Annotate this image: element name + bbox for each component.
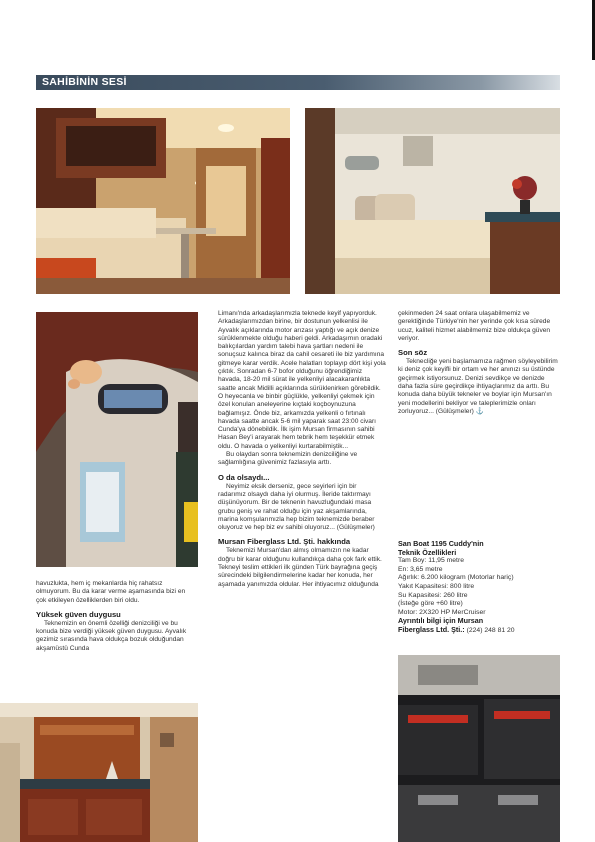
paragraph: Neyimiz eksik derseniz, gece seyirleri için bir radarımız olsaydı daha iyi olurmuş. İleride taktırmayı düşünüyorum. Bir de teknenin havuzluğundaki masa grubu geniş ve rahat olduğu için yaz akşamlarında, marina komşularımızla hep bizim teknemizde beraber oluyoruz ve hep biz ev sahibi oluyoruz... (Gülüşmeler) — [218, 482, 375, 532]
info-phone: (224) 248 81 20 — [466, 626, 515, 634]
spec-title-1: San Boat 1195 Cuddy'nin — [398, 539, 484, 548]
photo-engine — [398, 655, 560, 842]
paragraph: Bu olaydan sonra teknemizin denizciliğine ve sağlamlığına güvenimiz fazlasıyla arttı. — [218, 451, 358, 467]
info-title: Ayrıntılı bilgi için Mursan — [398, 616, 484, 626]
column-3 — [398, 310, 560, 416]
heading-about-mursan: Mursan Fiberglass Ltd. Şti. hakkında — [218, 537, 351, 547]
spec-line: (İsteğe göre +60 litre) — [398, 600, 463, 608]
paragraph: Teknemizin en önemli özelliği denizciliği ve bu konuda bize verdiği yüksek güven duygusu. Ayvalık gezimiz sırasında hava oldukça bozuk olduğundan akşamüstü Cunda — [36, 619, 187, 652]
spec-box — [398, 540, 560, 636]
section-title: SAHİBİNİN SESİ — [42, 76, 127, 88]
spec-line: Tam Boy: 11,95 metre — [398, 557, 464, 565]
photo-storage — [36, 312, 198, 567]
paragraph: çekinmeden 24 saat onlara ulaşabilmemiz ve gerektiğinde Türkiye'nin her yerinde çok kısa sürede ucuz, kaliteli hizmet alabilmemiz bize oldukça güven veriyor. — [398, 310, 551, 342]
heading-high-confidence: Yüksek güven duygusu — [36, 609, 121, 619]
heading-last-word: Son söz — [398, 348, 428, 358]
spec-line: Motor: 2X320 HP MerCruiser — [398, 608, 486, 616]
heading-wish: O da olsaydı... — [218, 472, 270, 482]
paragraph: Limanı'nda arkadaşlarımızla teknede keyif yapıyorduk. Arkadaşlarımızdan birine, bir dostunun yelkenlisi ile Ayvalık açıklarında motor arızası yaptığı ve açık denize sürüklenmekte olduğu haberi geldi. Arkadaşımın oradaki balıkçılardan yardım talebi hava şartları nedeni ile sonuçsuz kalınca biraz da cahil cesareti ile biz yardımına gitmeye karar verdik. Acele halatları toplayıp dört kişi yola çıktık. Sonradan 6-7 bofor olduğunu öğrendiğimiz havada, 18-20 mil sürat ile yelkenliyi alacakaranlıkta saatte ancak Midilli açıklarında sürüklenirken görebildik. O heyecanla ve binbir güçlükle, yelkenliyi çekmek için özel konulan aneleyerine kıçtaki koçboynuzuna bağlamışız. Önde biz, arkamızda yelkenli o fırtınalı havada saatte ancak 5-6 mil yaparak saat 23:00 civarı Cunda'ya dönebildik. İlk işim Mursan firmasının sahibi Hasan Bey'i arayarak hem tebrik hem teşekkür etmek oldu. O havada o yelkenliyi kurtarabilmiştik... — [218, 310, 386, 450]
spec-title-2: Teknik Özellikleri — [398, 547, 457, 557]
column-1 — [36, 580, 196, 653]
info-company: Fiberglass Ltd. Şti.: — [398, 624, 465, 634]
spec-line: Yakıt Kapasitesi: 800 litre — [398, 582, 475, 590]
spec-line: En: 3,65 metre — [398, 565, 443, 573]
photo-galley — [0, 703, 198, 842]
paragraph: havuzlukta, hem iç mekanlarda hiç rahatsız olmuyorum. Bu da karar verme aşamasında bizi en çok etkileyen özelliklerden biri oldu. — [36, 580, 186, 604]
section-banner — [36, 75, 560, 90]
photo-saloon — [36, 108, 290, 294]
spec-line: Ağırlık: 6.200 kilogram (Motorlar hariç) — [398, 574, 514, 582]
paragraph: Teknecliğe yeni başlamamıza rağmen söyleyebilirim ki deniz çok keyifli bir ortam ve her anınızı su üstünde geçirmek istiyorsunuz. Denizi sevdikçe ve denizde daha fazla süre geçirdikçe ihtiyaçlarımız da arttı. Bu konuda daha büyük tekneler ve boylar için Mursan'ın yeni modellerini bekliyor ve taleplerimizle onları zorluyoruz... (Gülüşmeler) ⚓ — [398, 358, 558, 415]
paragraph: Teknemizi Mursan'dan almış olmamızın ne kadar doğru bir karar olduğunu kullandıkça daha çok fark ettik. Tekneyi teslim ettikleri ilk günden Türk bayrağına geçiş sürecindeki bilgilendirmelerine kadar her konuda, her aşamada yanımızda oldular. Her ihtiyacımız olduğunda — [218, 547, 382, 588]
column-2 — [218, 310, 386, 589]
spec-line: Su Kapasitesi: 260 litre — [398, 591, 468, 599]
photo-cabin — [305, 108, 560, 294]
